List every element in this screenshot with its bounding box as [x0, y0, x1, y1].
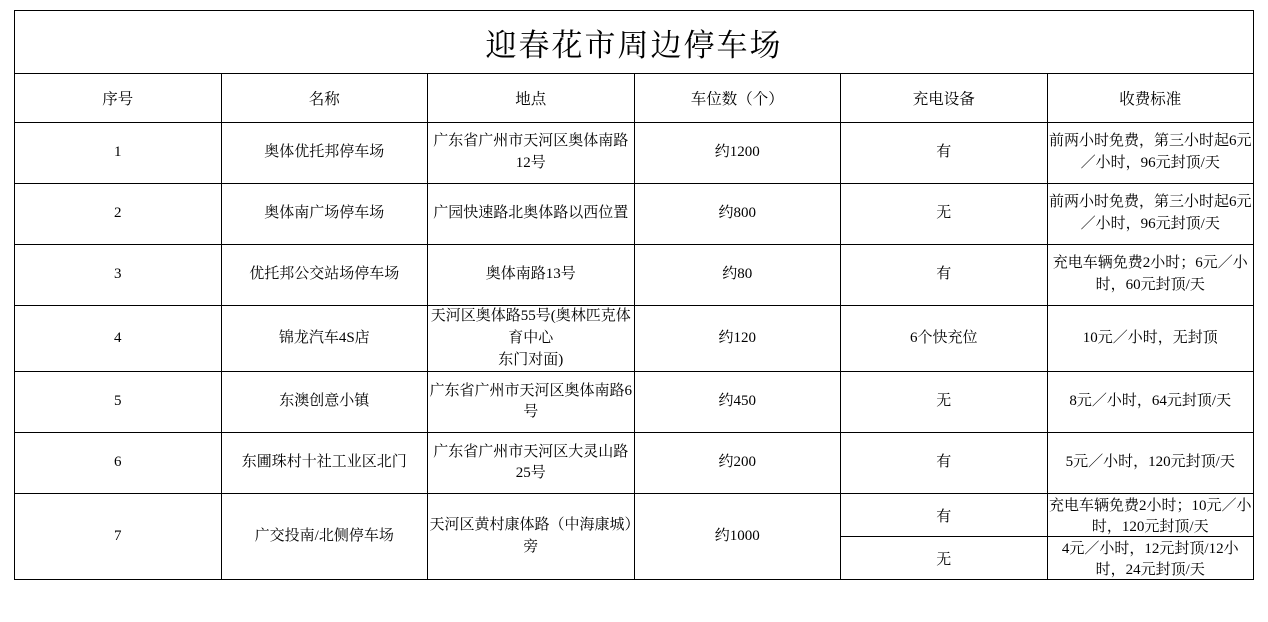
table-row: [15, 123, 1254, 184]
row-name: 奥体南广场停车场: [221, 184, 428, 245]
row-slots: 约800: [634, 184, 841, 245]
table-row: [15, 245, 1254, 306]
row-charging: 6个快充位: [841, 306, 1048, 372]
row-slots: 约1200: [634, 123, 841, 184]
row-location-line1: 天河区奥体路55号(奥林匹克体育中心: [430, 308, 631, 346]
column-header-fee: 收费标准: [1047, 74, 1254, 123]
column-header-slots: 车位数（个）: [634, 74, 841, 123]
row-charging: 有: [841, 494, 1048, 537]
row-no: 6: [15, 433, 222, 494]
column-header-no: 序号: [15, 74, 222, 123]
row-no: 5: [15, 372, 222, 433]
row-charging: 无: [841, 184, 1048, 245]
row-no: 7: [15, 494, 222, 580]
table-row: [15, 306, 1254, 372]
table-row: [15, 433, 1254, 494]
row-fee: 5元／小时，120元封顶/天: [1047, 433, 1254, 494]
row-fee: 充电车辆免费2小时；10元／小时，120元封顶/天: [1047, 494, 1254, 537]
row-fee: 前两小时免费，第三小时起6元／小时，96元封顶/天: [1047, 184, 1254, 245]
row-name: 东圃珠村十社工业区北门: [221, 433, 428, 494]
row-name: 优托邦公交站场停车场: [221, 245, 428, 306]
table-header-row: [15, 74, 1254, 123]
row-name: 广交投南/北侧停车场: [221, 494, 428, 580]
row-name: 锦龙汽车4S店: [221, 306, 428, 372]
row-location: 广园快速路北奥体路以西位置: [428, 184, 635, 245]
row-slots: 约1000: [634, 494, 841, 580]
column-header-name: 名称: [221, 74, 428, 123]
row-slots: 约120: [634, 306, 841, 372]
row-location: [428, 306, 635, 372]
row-no: 4: [15, 306, 222, 372]
row-fee: 前两小时免费，第三小时起6元／小时，96元封顶/天: [1047, 123, 1254, 184]
row-location: 广东省广州市天河区大灵山路25号: [428, 433, 635, 494]
row-charging: 无: [841, 537, 1048, 580]
row-no: 2: [15, 184, 222, 245]
column-header-charging: 充电设备: [841, 74, 1048, 123]
row-slots: 约200: [634, 433, 841, 494]
row-location-line2: 东门对面): [498, 351, 564, 368]
row-slots: 约80: [634, 245, 841, 306]
row-fee: 4元／小时，12元封顶/12小时，24元封顶/天: [1047, 537, 1254, 580]
row-charging: 无: [841, 372, 1048, 433]
parking-lots-table: [14, 10, 1254, 580]
row-name: 奥体优托邦停车场: [221, 123, 428, 184]
row-location: 广东省广州市天河区奥体南路12号: [428, 123, 635, 184]
row-no: 1: [15, 123, 222, 184]
row-charging: 有: [841, 123, 1048, 184]
row-name: 东澳创意小镇: [221, 372, 428, 433]
row-location: 奥体南路13号: [428, 245, 635, 306]
row-slots: 约450: [634, 372, 841, 433]
page-title: 迎春花市周边停车场: [15, 11, 1254, 74]
row-charging: 有: [841, 245, 1048, 306]
table-row: [15, 372, 1254, 433]
table-row: [15, 494, 1254, 537]
row-no: 3: [15, 245, 222, 306]
row-location: 广东省广州市天河区奥体南路6号: [428, 372, 635, 433]
column-header-location: 地点: [428, 74, 635, 123]
table-title-row: [15, 11, 1254, 74]
row-charging: 有: [841, 433, 1048, 494]
row-fee: 充电车辆免费2小时；6元／小时，60元封顶/天: [1047, 245, 1254, 306]
row-location: 天河区黄村康体路（中海康城）旁: [428, 494, 635, 580]
row-fee: 8元／小时，64元封顶/天: [1047, 372, 1254, 433]
row-fee: 10元／小时，无封顶: [1047, 306, 1254, 372]
table-row: [15, 184, 1254, 245]
